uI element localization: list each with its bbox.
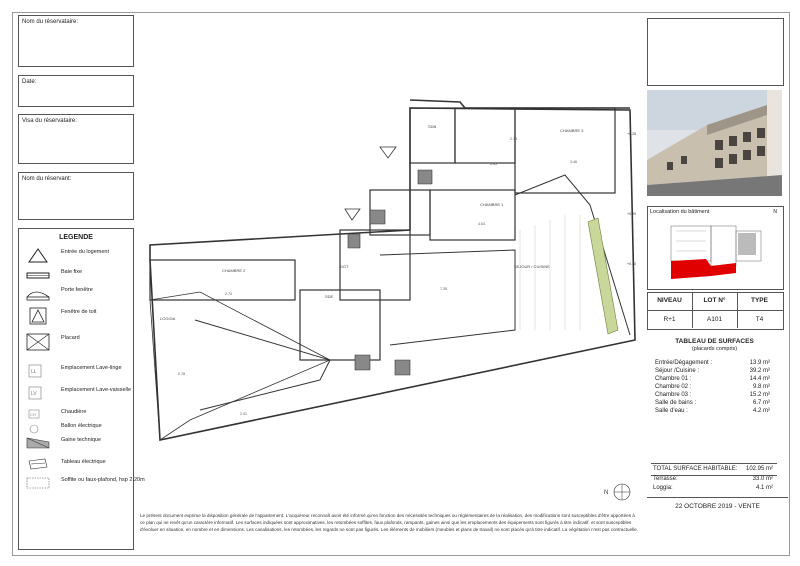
loggia-label: Loggia:: [653, 485, 673, 491]
legend-label: Emplacement Lave-vaisselle: [61, 387, 132, 393]
plan-dim: 3.46: [570, 160, 577, 164]
surfaces-subtitle: (placards compris): [691, 346, 738, 352]
plan-level: +0.20: [627, 212, 637, 216]
plan-level: +0.25: [627, 132, 637, 136]
terrasse-row: [651, 476, 773, 484]
surface-row: [655, 408, 770, 416]
plan-room-label: CHAMBRE 2: [222, 268, 246, 273]
plan-room-label: CHAMBRE 1: [480, 202, 504, 207]
svg-text:LL: LL: [31, 369, 37, 375]
footer-date: 22 OCTOBRE 2019 - VENTE: [675, 503, 760, 510]
location-map: [666, 221, 766, 281]
unit-header-type: TYPE: [751, 297, 768, 304]
disclaimer-text: Le présent document exprime la disposition générale de l'appartement. L'acquéreur reconnaît avoir été informé qu'en fonction des nécessités techniques ou réglementaires de la réalisation, des modifications sont susceptibles d'être apportées à ce plan qui ne revêt qu'un caractère informatif. Les surfaces indiquées sont approximatives, les retombées soffites, faux plafonds, rampants, gaines ainsi que les emplacements des équipements sont figurés à titre indicatif, et sont susceptibles d'évoluer en situation, en nombre et en dimensions. Les canalisations, les retombées, les regards ne sont pas figurés. Les éléments de mobiliers (meubles et plans de travail) ne sont placés qu'à titre indicatif. La végétation n'est pas contractuelle.: [140, 513, 639, 533]
plan-dim: 0.78: [178, 372, 185, 376]
surface-name: Salle d'eau :: [655, 408, 688, 414]
plan-room-label: LOGGIA: [160, 316, 176, 321]
surface-value: 39.2 m²: [749, 368, 770, 374]
plan-dim: 2.01: [240, 412, 247, 416]
surfaces-title: TABLEAU DE SURFACES: [675, 338, 754, 345]
unit-value-niveau: R+1: [663, 316, 676, 323]
plan-room-label: SDB: [428, 124, 437, 129]
plan-north-label: N: [604, 490, 609, 496]
location-north: N: [773, 209, 777, 215]
plan-dim: 2.65: [490, 162, 497, 166]
surface-name: Chambre 01 :: [655, 376, 692, 382]
building-photo: [647, 90, 782, 196]
surface-row: [655, 392, 770, 400]
surface-name: Salle de bains :: [655, 400, 697, 406]
reservataire-label: Nom du réservataire:: [22, 19, 79, 25]
total-value: 102.95 m²: [745, 466, 773, 472]
unit-header-lot: LOT N°: [703, 297, 726, 304]
legend-label: Chaudière: [61, 409, 87, 415]
legend-label: Fenêtre de toit: [61, 309, 97, 315]
surface-row: [655, 400, 770, 408]
unit-value-type: T4: [755, 316, 764, 323]
legend-label: Ballon électrique: [61, 423, 102, 429]
surface-name: Entrée/Dégagement :: [655, 360, 713, 366]
location-box: [647, 206, 784, 290]
surface-value: 6.7 m²: [752, 400, 770, 406]
plan-room-label: DGT: [340, 264, 349, 269]
reservant-label: Nom du réservant:: [22, 176, 72, 182]
legend-title: LEGENDE: [59, 234, 93, 241]
legend-label: Placard: [61, 335, 80, 341]
total-label: TOTAL SURFACE HABITABLE:: [653, 466, 738, 472]
loggia-value: 4.1 m²: [755, 485, 773, 491]
location-label: Localisation du bâtiment: [650, 209, 710, 215]
legend-label: Gaine technique: [61, 437, 102, 443]
surface-row: [655, 384, 770, 392]
legend-label: Soffite ou faux-plafond, hsp 2.20m: [61, 477, 145, 483]
surface-value: 13.9 m²: [749, 360, 770, 366]
surface-value: 15.2 m²: [749, 392, 770, 398]
surface-row: [655, 368, 770, 376]
plan-room-label: SDE: [325, 294, 334, 299]
legend-label: Baie fixe: [61, 269, 83, 275]
surface-name: Chambre 03 :: [655, 392, 692, 398]
top-right-box: [647, 18, 784, 86]
legend-label: Emplacement Lave-linge: [61, 365, 122, 371]
svg-text:LV: LV: [31, 391, 37, 397]
legend-label: Tableau électrique: [61, 459, 106, 465]
plan-room-label: SEJOUR / CUISINE: [514, 264, 550, 269]
surface-value: 4.2 m²: [752, 408, 770, 414]
plan-dim: 4.63: [478, 222, 485, 226]
surface-name: Séjour /Cuisine :: [655, 368, 700, 374]
visa-label: Visa du réservataire:: [22, 118, 77, 124]
surface-value: 9.8 m²: [752, 384, 770, 390]
terrasse-value: 33.0 m²: [752, 476, 773, 482]
plan-dim: 2.70: [225, 292, 232, 296]
plan-dim: 7.35: [440, 287, 447, 291]
loggia-row: [651, 485, 773, 493]
legend-label: Porte fenêtre: [61, 287, 93, 293]
unit-value-lot: A101: [706, 316, 723, 323]
total-row: [651, 466, 773, 474]
surface-row: [655, 360, 770, 368]
surface-name: Chambre 02 :: [655, 384, 692, 390]
svg-text:CH: CH: [30, 412, 36, 417]
plan-level: +0.20: [627, 262, 637, 266]
surface-row: [655, 376, 770, 384]
unit-header-niveau: NIVEAU: [657, 297, 682, 304]
plan-room-label: CHAMBRE 3: [560, 128, 584, 133]
legend-label: Entrée du logement: [61, 249, 110, 255]
plan-dim: 2.73: [510, 137, 517, 141]
date-label: Date:: [22, 79, 37, 85]
terrasse-label: Terrasse:: [653, 476, 678, 482]
surface-value: 14.4 m²: [749, 376, 770, 382]
